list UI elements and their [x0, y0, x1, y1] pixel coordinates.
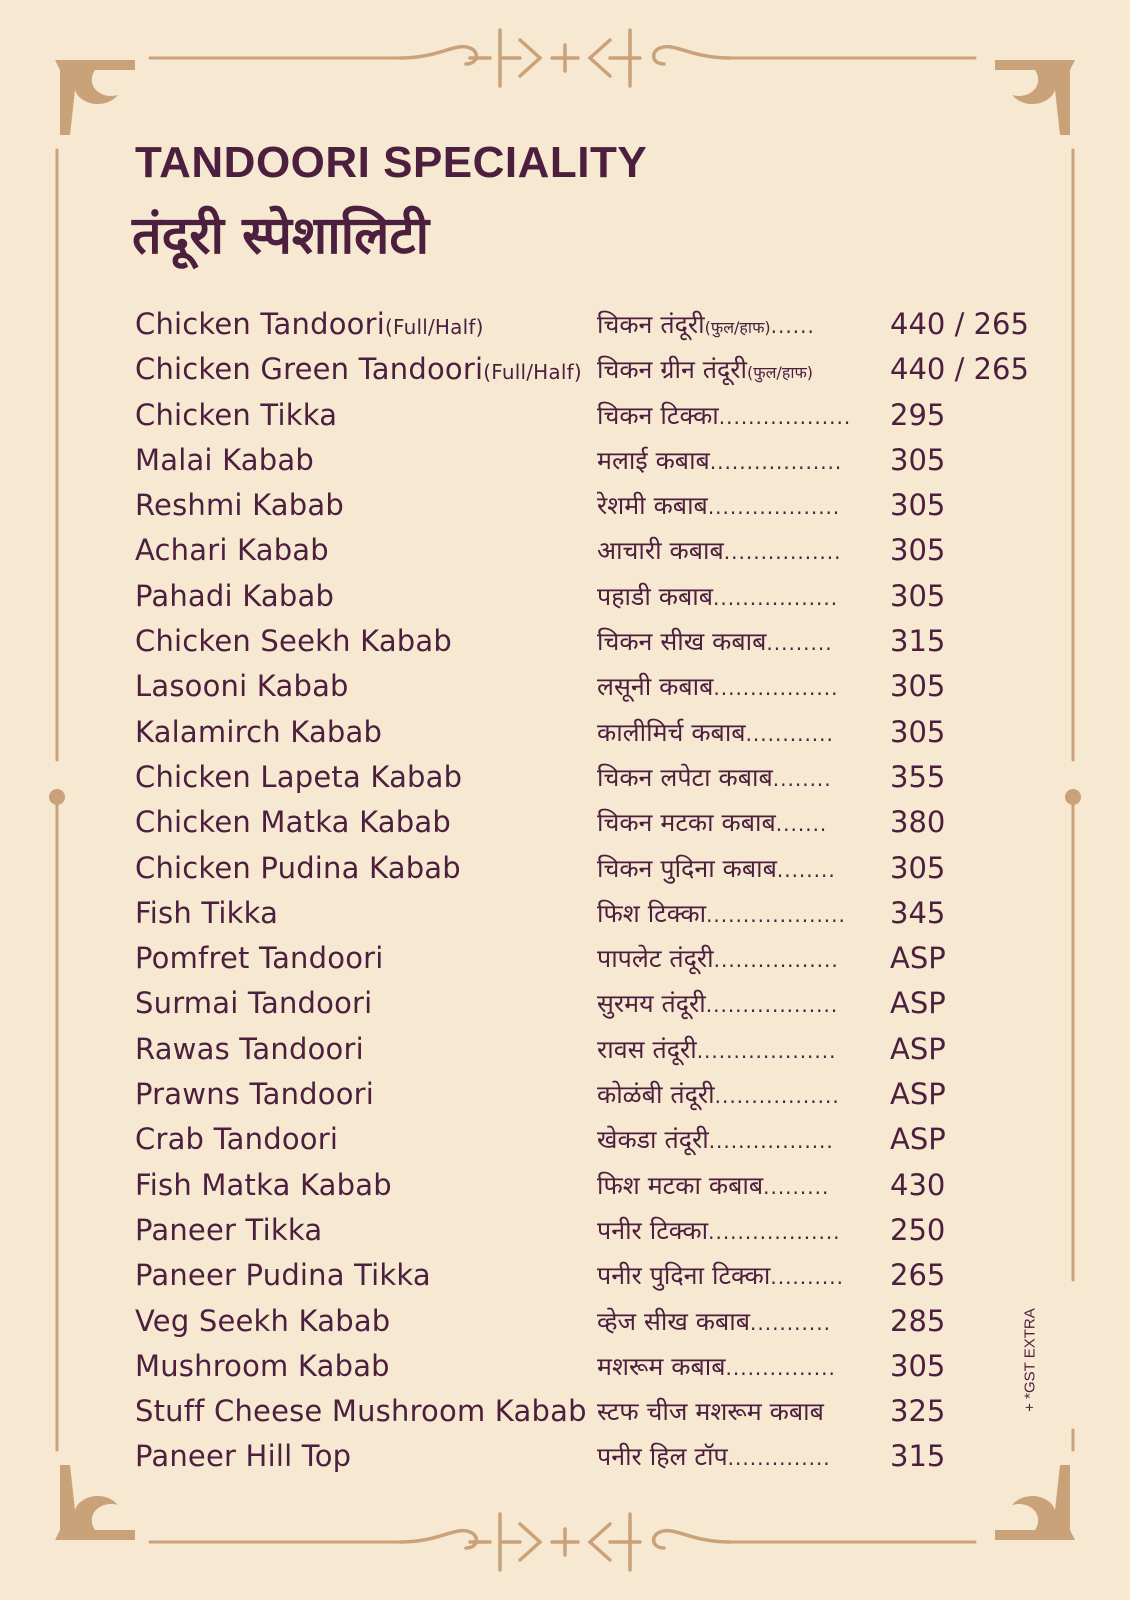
item-name: Chicken Green Tandoori — [135, 352, 484, 387]
item-name-mr — [597, 981, 877, 1029]
item-name-mr — [597, 438, 877, 486]
item-price: ASP — [890, 1077, 946, 1112]
item-name-en — [135, 302, 484, 350]
item-name-mr — [597, 936, 877, 984]
menu-item — [135, 1344, 1035, 1389]
item-name-marathi: पनीर टिक्का — [597, 1215, 709, 1245]
item-price: ASP — [890, 986, 946, 1021]
item-name: Reshmi Kabab — [135, 488, 344, 523]
menu-item — [135, 574, 1035, 619]
item-name-marathi: कालीमिर्च कबाब — [597, 717, 746, 747]
item-name: Chicken Seekh Kabab — [135, 624, 452, 659]
item-name-marathi: फिश मटका कबाब — [597, 1170, 764, 1200]
item-price: 315 — [890, 624, 946, 659]
item-portion: (Full/Half) — [483, 360, 582, 385]
menu-item — [135, 528, 1035, 573]
item-price: 265 — [890, 1258, 946, 1293]
menu-item — [135, 1072, 1035, 1117]
leader-dots: ................... — [706, 902, 846, 927]
menu-item — [135, 1389, 1035, 1434]
item-name-en — [135, 619, 452, 667]
item-name: Fish Tikka — [135, 895, 279, 930]
menu-list — [135, 302, 1035, 1480]
item-name-marathi: पनीर पुदिना टिक्का — [597, 1261, 771, 1291]
leader-dots: ................. — [714, 1084, 840, 1109]
item-name-mr — [597, 1253, 877, 1301]
page-title-marathi: तंदूरी स्पेशालिटी — [132, 206, 430, 266]
item-name: Chicken Tandoori — [135, 307, 385, 341]
item-name: Chicken Matka Kabab — [135, 805, 451, 840]
item-name: Chicken Pudina Kabab — [135, 850, 461, 885]
item-name: Veg Seekh Kabab — [135, 1303, 391, 1338]
item-name-marathi: पापलेट तंदूरी — [597, 944, 714, 974]
menu-item — [135, 891, 1035, 936]
item-portion-marathi: (फुल/हाफ) — [704, 318, 771, 337]
item-name-marathi: सुरमय तंदूरी — [597, 989, 706, 1019]
item-name-mr — [597, 710, 877, 758]
item-name-mr — [597, 619, 877, 667]
leader-dots: .................. — [708, 1219, 841, 1244]
leader-dots: ........... — [750, 1310, 831, 1335]
item-name-mr — [597, 1389, 877, 1437]
menu-item — [135, 981, 1035, 1026]
item-name-en — [135, 755, 462, 803]
right-dot — [1065, 789, 1081, 805]
item-name-marathi: मलाई कबाब — [597, 445, 710, 475]
leader-dots: ......... — [766, 631, 833, 656]
item-name-marathi: चिकन सीख कबाब — [597, 627, 767, 657]
item-name-marathi: खेकडा तंदूरी — [597, 1125, 709, 1155]
menu-item — [135, 1117, 1035, 1162]
menu-item — [135, 1299, 1035, 1344]
leader-dots: .................. — [718, 404, 852, 429]
item-name-mr — [597, 891, 877, 939]
item-price: 355 — [890, 759, 946, 794]
item-name-marathi: व्हेज सीख कबाब — [597, 1306, 750, 1336]
item-name-mr — [597, 664, 877, 712]
menu-item — [135, 936, 1035, 981]
item-name-marathi: चिकन मटका कबाब — [597, 808, 776, 838]
leader-dots: ................. — [708, 1129, 834, 1154]
item-price: ASP — [890, 1122, 946, 1157]
leader-dots: ............... — [725, 1355, 836, 1380]
item-price: 440 / 265 — [890, 307, 1029, 341]
item-name-en — [135, 1344, 390, 1392]
item-name: Surmai Tandoori — [135, 986, 373, 1021]
item-name-en — [135, 1253, 431, 1301]
menu-item — [135, 710, 1035, 755]
item-name: Chicken Tikka — [135, 397, 338, 432]
item-name-marathi: कोळंबी तंदूरी — [597, 1080, 715, 1110]
item-name: Achari Kabab — [135, 533, 329, 568]
item-name-marathi: चिकन टिक्का — [597, 400, 719, 430]
item-price: 305 — [890, 442, 946, 477]
item-name-en — [135, 1208, 322, 1256]
leader-dots: ............ — [745, 721, 834, 746]
menu-item — [135, 1027, 1035, 1072]
left-dot — [49, 789, 65, 805]
item-name-en — [135, 664, 349, 712]
item-name-mr — [597, 528, 877, 576]
item-name: Prawns Tandoori — [135, 1077, 375, 1112]
item-price: 305 — [890, 578, 946, 613]
menu-item — [135, 1208, 1035, 1253]
item-name-en — [135, 710, 382, 758]
item-name-mr — [597, 347, 877, 395]
item-name: Paneer Tikka — [135, 1212, 323, 1247]
item-name-marathi: चिकन पुदिना कबाब — [597, 853, 777, 883]
item-name-mr — [597, 1208, 877, 1256]
item-name-mr — [597, 1434, 877, 1482]
item-name: Crab Tandoori — [135, 1122, 339, 1157]
top-flourish — [400, 30, 730, 86]
item-name-mr — [597, 1344, 877, 1392]
item-name: Pomfret Tandoori — [135, 941, 384, 976]
bottom-flourish — [400, 1514, 730, 1570]
item-name-marathi: पहाडी कबाब — [597, 581, 713, 611]
item-name-mr — [597, 574, 877, 622]
item-name-en — [135, 438, 314, 486]
item-price: 345 — [890, 895, 946, 930]
item-name-en — [135, 393, 337, 441]
menu-item — [135, 393, 1035, 438]
item-name-marathi: रेशमी कबाब — [597, 491, 708, 521]
leader-dots: ................. — [713, 948, 839, 973]
corner-top-right — [995, 60, 1075, 135]
item-price: 325 — [890, 1394, 946, 1429]
item-price: ASP — [890, 941, 946, 976]
item-price: 315 — [890, 1439, 946, 1474]
leader-dots: .............. — [727, 1446, 831, 1471]
menu-item — [135, 1163, 1035, 1208]
corner-top-left — [55, 60, 135, 135]
item-name-en — [135, 891, 278, 939]
item-name-mr — [597, 393, 877, 441]
leader-dots: ........ — [772, 766, 832, 791]
gst-note: + *GST EXTRA — [1021, 1308, 1039, 1412]
item-name: Malai Kabab — [135, 442, 314, 477]
menu-item — [135, 800, 1035, 845]
item-name-en — [135, 1117, 338, 1165]
item-name: Fish Matka Kabab — [135, 1167, 392, 1202]
item-name-en — [135, 483, 344, 531]
item-name-en — [135, 936, 384, 984]
item-price: 305 — [890, 850, 946, 885]
item-name-mr — [597, 1299, 877, 1347]
item-price: 430 — [890, 1167, 946, 1202]
menu-item — [135, 438, 1035, 483]
item-name-marathi: लसूनी कबाब — [597, 672, 714, 702]
item-name-marathi: आचारी कबाब — [597, 536, 724, 566]
item-name-en — [135, 574, 334, 622]
item-portion: (Full/Half) — [384, 315, 484, 339]
item-price: 305 — [890, 1348, 946, 1383]
item-name-marathi: पनीर हिल टॉप — [597, 1442, 728, 1472]
item-price: 305 — [890, 488, 946, 523]
menu-item — [135, 302, 1035, 347]
item-name-en — [135, 1389, 587, 1437]
item-name-mr — [597, 483, 877, 531]
leader-dots: .......... — [770, 1265, 844, 1290]
item-name: Lasooni Kabab — [135, 669, 349, 704]
corner-bottom-left — [55, 1465, 135, 1540]
item-name: Paneer Hill Top — [135, 1439, 352, 1474]
item-name-marathi: चिकन लपेटा कबाब — [597, 762, 773, 792]
item-name-en — [135, 1434, 351, 1482]
leader-dots: .................. — [707, 495, 841, 520]
item-name-en — [135, 1163, 392, 1211]
item-price: ASP — [890, 1031, 946, 1066]
leader-dots: ........ — [776, 857, 836, 882]
item-name: Rawas Tandoori — [135, 1031, 364, 1066]
item-price: 305 — [890, 714, 946, 749]
menu-item — [135, 1253, 1035, 1298]
menu-item — [135, 619, 1035, 664]
item-name-mr — [597, 302, 877, 350]
menu-item — [135, 846, 1035, 891]
leader-dots: ................... — [696, 1038, 837, 1063]
item-price: 305 — [890, 533, 946, 568]
item-name-mr — [597, 1027, 877, 1075]
item-name-marathi: स्टफ चीज मशरूम कबाब — [597, 1397, 824, 1427]
menu-item — [135, 755, 1035, 800]
item-name-en — [135, 1027, 364, 1075]
item-name-marathi: मशरूम कबाब — [597, 1351, 726, 1381]
item-price: 285 — [890, 1303, 946, 1338]
item-name: Stuff Cheese Mushroom Kabab — [135, 1394, 587, 1429]
menu-item — [135, 664, 1035, 709]
item-name-en — [135, 800, 451, 848]
item-name-mr — [597, 846, 877, 894]
item-name: Chicken Lapeta Kabab — [135, 759, 463, 794]
item-price: 250 — [890, 1212, 946, 1247]
leader-dots: ......... — [763, 1174, 830, 1199]
item-name-en — [135, 981, 372, 1029]
leader-dots: .................. — [705, 993, 839, 1018]
item-name: Kalamirch Kabab — [135, 714, 383, 749]
item-name: Mushroom Kabab — [135, 1348, 390, 1383]
menu-item — [135, 1434, 1035, 1479]
item-name-mr — [597, 1117, 877, 1165]
menu-item — [135, 483, 1035, 528]
menu-item — [135, 347, 1035, 392]
leader-dots: ................ — [723, 540, 842, 565]
item-name-marathi: चिकन तंदूरी — [597, 310, 705, 339]
page-title: TANDOORI SPECIALITY — [135, 138, 648, 187]
item-name-en — [135, 528, 329, 576]
leader-dots: ................. — [712, 585, 839, 610]
leader-dots: ................. — [713, 676, 839, 701]
item-name-en — [135, 347, 582, 395]
item-name-mr — [597, 1072, 877, 1120]
item-price: 380 — [890, 805, 946, 840]
item-name-mr — [597, 1163, 877, 1211]
item-name-en — [135, 846, 461, 894]
item-name-mr — [597, 755, 877, 803]
leader-dots: ...... — [770, 314, 815, 338]
item-name: Paneer Pudina Tikka — [135, 1258, 431, 1293]
item-name-marathi: रावस तंदूरी — [597, 1034, 697, 1064]
item-portion-marathi: (फुल/हाफ) — [747, 363, 814, 383]
item-price: 440 / 265 — [890, 352, 1029, 387]
item-name-marathi: फिश टिक्का — [597, 898, 707, 928]
item-name-mr — [597, 800, 877, 848]
item-price: 295 — [890, 397, 946, 432]
leader-dots: ....... — [775, 812, 828, 837]
item-name: Pahadi Kabab — [135, 578, 335, 613]
item-price: 305 — [890, 669, 946, 704]
item-name-marathi: चिकन ग्रीन तंदूरी — [597, 355, 747, 385]
leader-dots: .................. — [709, 449, 843, 474]
item-name-en — [135, 1072, 374, 1120]
item-name-en — [135, 1299, 390, 1347]
